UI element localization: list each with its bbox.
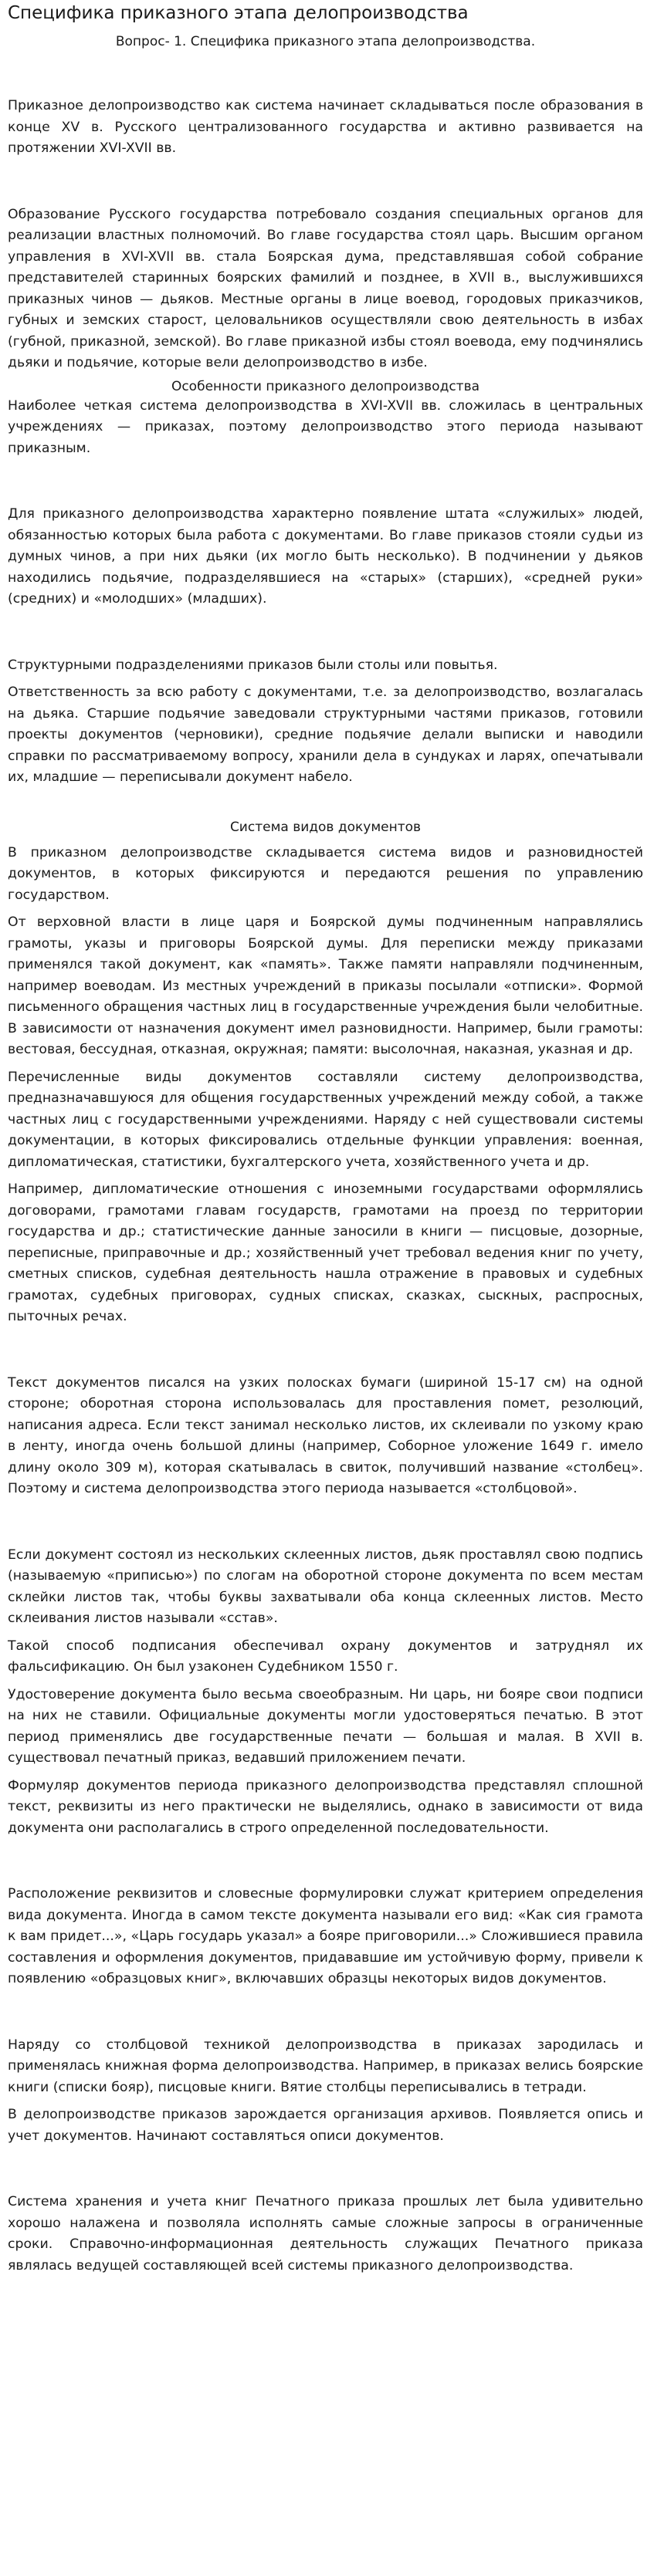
spacer	[8, 1839, 643, 1884]
spacer	[8, 676, 643, 682]
paragraph: Перечисленные виды документов составляли систему делопроизводства, предназначавшуюся для общения государственных учреждений между собой, а также частных лиц с государственными учреждениями. Наряду с ней существовали системы документации, в которых фиксировались отдельные функции управления: военная, дипломатическая, статистики, бухгалтерского учета, хозяйственного учета и др.	[8, 1069, 643, 1170]
paragraph: Например, дипломатические отношения с иноземными государствами оформлялись договорами, грамотами главам государств, грамотами на проезд по территории государства и др.; статистические данные заносили в книги — писцовые, дозорные, переписные, приправочные и др.; хозяйственный учет требовал ведения книг по учету, сметных списков, судебная деятельность нашла отражение в правовых и судебных грамотах, судебных приговорах, судных списках, сказках, сыскных, распросных, пыточных речах.	[8, 1182, 643, 1324]
paragraph: Такой способ подписания обеспечивал охрану документов и затруднял их фальсификацию. Он был узаконен Судебником 1550 г.	[8, 1638, 643, 1675]
spacer	[8, 906, 643, 912]
section-heading: Система видов документов	[229, 819, 422, 835]
spacer	[8, 610, 643, 655]
spacer	[8, 51, 643, 96]
spacer	[8, 160, 643, 205]
spacer	[8, 837, 643, 843]
paragraph: Образование Русского государства потребовало создания специальных органов для реализации властных полномочий. Во главе государства стоял царь. Высшим органом управления в XVI-XVII вв. стала Боярская дума, представлявшая собой собрание представителей старинных боярских фамилий и позднее, в XVII в., выслужившихся приказных чинов — дьяков. Местные органы в лице воевод, городовых приказчиков, губных и земских старост, целовальников осуществляли свою деятельность в избах (губной, приказной, земской). Во главе приказной избы стоял воевода, ему подчинялись дьяки и подьячие, которые вели делопроизводство в избе.	[8, 206, 643, 370]
paragraph: Приказное делопроизводство как система начинает складываться после образования в конце XV в. Русского централизованного государства и активно развивается на протяжении XVI-XVII вв.	[8, 98, 643, 156]
spacer	[8, 1630, 643, 1636]
paragraph: От верховной власти в лице царя и Боярской думы подчиненным направлялись грамоты, указы и приговоры Боярской думы. Для переписки между приказами применялся такой документ, как «память». Также памяти направляли подчиненным, например воеводам. Из местных учреждений в приказы посылали «отписки». Формой письменного обращения частных лиц в государственные учреждения были челобитные. В зависимости от назначения документ имел разновидности. Например, были грамоты: вестовая, бессудная, отказная, окружная; памяти: высолочная, наказная, указная и др.	[8, 914, 643, 1057]
spacer	[8, 1770, 643, 1776]
spacer	[8, 789, 643, 815]
question-subtitle: Вопрос- 1. Специфика приказного этапа делопроизводства.	[115, 34, 536, 49]
spacer	[8, 1678, 643, 1685]
paragraph: В приказном делопроизводстве складывается система видов и разновидностей документов, в которых фиксируются и передаются решения по управлению государством.	[8, 844, 643, 903]
paragraph: Наиболее четкая система делопроизводства в XVI-XVII вв. сложилась в центральных учреждениях — приказах, поэтому делопроизводство этого периода называют приказным.	[8, 397, 643, 456]
spacer	[8, 1061, 643, 1067]
paragraph: Ответственность за всю работу с документами, т.е. за делопроизводство, возлагалась на дьяка. Старшие подьячие заведовали структурными частями приказов, готовили проекты документов (черновики), средние подьячие делали выписки и наводили справки по рассматриваемому вопросу, хранили дела в сундуках и ларях, опечатывали их, младшие — переписывали документ набело.	[8, 685, 643, 785]
page-title: Специфика приказного этапа делопроизводства	[8, 3, 469, 23]
spacer	[8, 1328, 643, 1373]
spacer	[8, 1500, 643, 1545]
paragraph: Расположение реквизитов и словесные формулировки служат критерием определения вида документа. Иногда в самом тексте документа называли его вид: «Как сия грамота к вам придет...», «Царь государь указал» а бояре приговорили...» Сложившиеся правила составления и оформления документов, придававшие им устойчивую форму, привели к появлению «образцовых книг», включавших образцы некоторых видов документов.	[8, 1886, 643, 1986]
paragraph: Наряду со столбцовой техникой делопроизводства в приказах зародилась и применялась книжная форма делопроизводства. Например, в приказах велись боярские книги (списки бояр), писцовые книги. Вятие столбцы переписывались в тетради.	[8, 2037, 643, 2095]
paragraph: Структурными подразделениями приказов были столы или повытья.	[8, 657, 498, 673]
spacer	[8, 2147, 643, 2192]
paragraph: Система хранения и учета книг Печатного приказа прошлых лет была удивительно хорошо налажена и позволяла исполнять самые сложные запросы в ограниченные сроки. Справочно-информационная деятельность служащих Печатного приказа являлась ведущей составляющей всей системы приказного делопроизводства.	[8, 2194, 643, 2273]
spacer	[8, 1990, 643, 2035]
section-heading: Особенности приказного делопроизводства	[171, 378, 480, 394]
spacer	[8, 459, 643, 504]
spacer	[8, 2098, 643, 2104]
document-page	[0, 2, 654, 2277]
paragraph: Удостоверение документа было весьма своеобразным. Ни царь, ни бояре свои подписи на них не ставили. Официальные документы могли удостоверяться печатью. В этот период применялись две государственные печати — большая и малая. В XVII в. существовал печатный приказ, ведавший приложением печати.	[8, 1686, 643, 1766]
paragraph: Если документ состоял из нескольких склеенных листов, дьяк проставлял свою подпись (называемую «приписью») по слогам на оборотной стороне документа по всем местам склейки листов так, чтобы буквы захватывали оба конца склеенных листов. Место склеивания листов называли «сстав».	[8, 1547, 643, 1626]
spacer	[8, 1173, 643, 1179]
paragraph: Текст документов писался на узких полосках бумаги (шириной 15-17 см) на одной стороне; оборотная сторона использовалась для проставления помет, резолюций, написания адреса. Если текст занимал несколько листов, их склеивали по узкому краю в ленту, иногда очень большой длины (например, Соборное уложение 1649 г. имело длину около 309 м), которая скатывалась в свиток, получивший название «столбец». Поэтому и система делопроизводства этого периода называется «столбцовой».	[8, 1374, 643, 1496]
paragraph: Для приказного делопроизводства характерно появление штата «служилых» людей, обязанностью которых была работа с документами. Во главе приказов стояли судьи из думных чинов, а при них дьяки (их могло быть несколько). В подчинении у дьяков находились подьячие, подразделявшиеся на «старых» (старших), «средней руки» (средних) и «молодших» (младших).	[8, 506, 643, 607]
paragraph: Формуляр документов периода приказного делопроизводства представлял сплошной текст, реквизиты из него практически не выделялись, однако в зависимости от вида документа они располагались в строго определенной последовательности.	[8, 1777, 643, 1836]
paragraph: В делопроизводстве приказов зарождается организация архивов. Появляется опись и учет документов. Начинают составляться описи документов.	[8, 2107, 643, 2144]
